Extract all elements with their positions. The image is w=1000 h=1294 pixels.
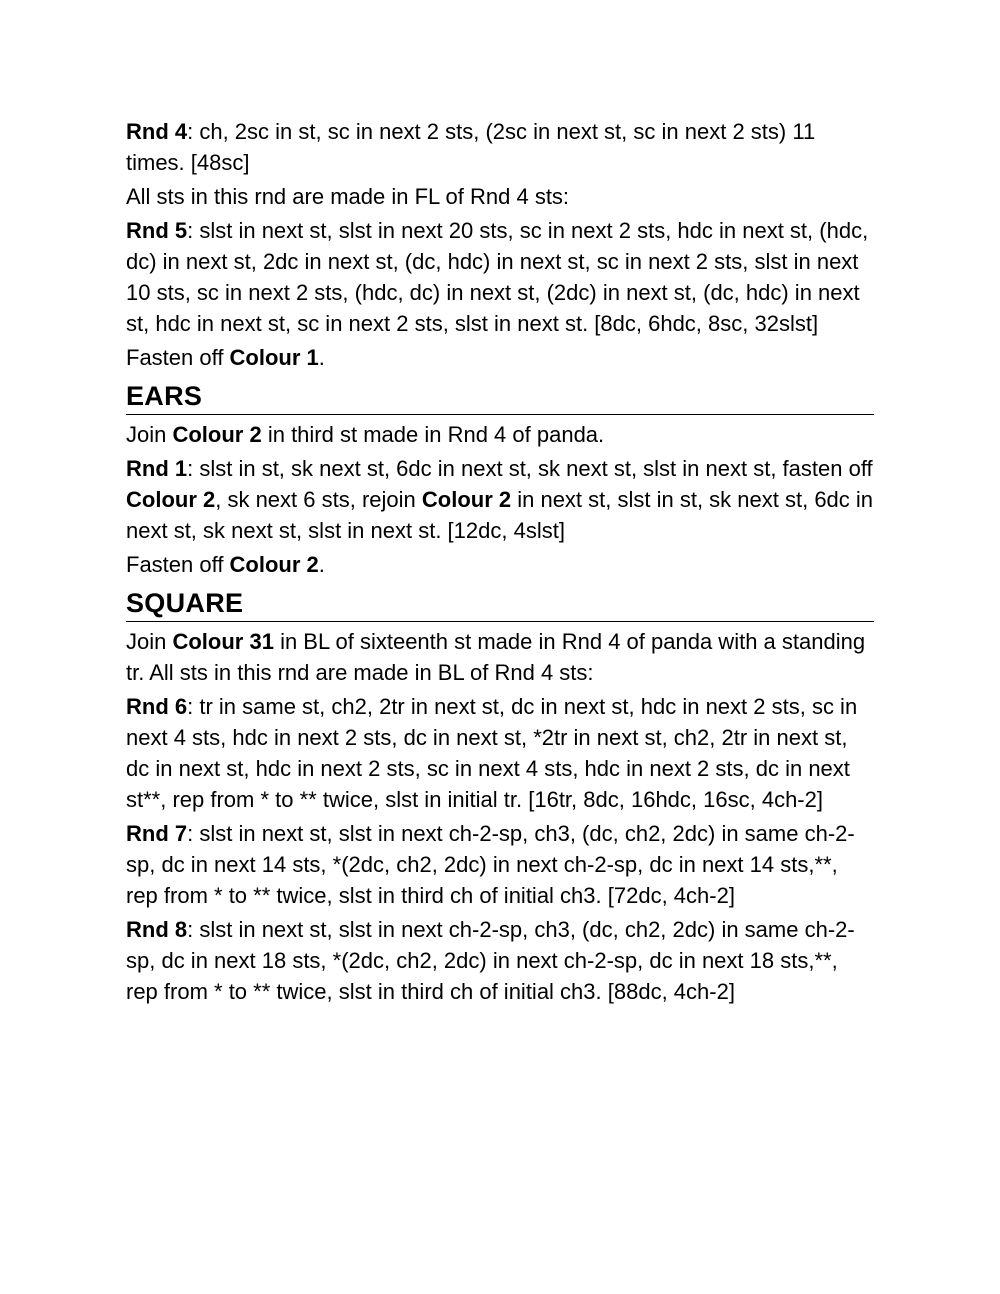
- round-text: : tr in same st, ch2, 2tr in next st, dc in next st, hdc in next 2 sts, sc in next 4 sts, hdc in next 2 sts, dc in next st, *2tr in next st, ch2, 2tr in next st, dc in next st, hdc in next 2 sts, sc in next 4 sts, hdc in next 2 sts, dc in next st**, rep from * to ** twice, slst in initial tr. [16tr, 8dc, 16hdc, 16sc, 4ch-2]: [126, 694, 858, 812]
- fasten-text-end: .: [318, 552, 325, 577]
- colour-name: Colour 2: [229, 552, 319, 577]
- round-label: Rnd 1: [126, 456, 188, 481]
- join-text-end: in third st made in Rnd 4 of panda.: [261, 422, 605, 447]
- section-heading-ears: EARS: [126, 381, 874, 415]
- colour-name: Colour 31: [172, 629, 274, 654]
- rnd8-instruction: [126, 914, 874, 1007]
- fasten-text: Fasten off: [126, 552, 230, 577]
- fasten-text: Fasten off: [126, 345, 230, 370]
- fasten-off-colour-1: [126, 342, 874, 373]
- rnd4-instruction: [126, 116, 874, 178]
- round-label: Rnd 5: [126, 218, 188, 243]
- front-loop-note: All sts in this rnd are made in FL of Rnd 4 sts:: [126, 184, 570, 209]
- ears-rnd1-instruction: [126, 453, 874, 546]
- join-text-end: in BL of sixteenth st made in Rnd 4 of panda with a standing tr. All sts in this rnd are made in BL of Rnd 4 sts:: [126, 629, 866, 685]
- pattern-page: [126, 116, 874, 1010]
- round-text: : slst in next st, slst in next 20 sts, sc in next 2 sts, hdc in next st, (hdc, dc) in next st, 2dc in next st, (dc, hdc) in next st, sc in next 2 sts, slst in next 10 sts, sc in next 2 sts, (hdc, dc) in next st, (2dc) in next st, (dc, hdc) in next st, hdc in next st, sc in next 2 sts, slst in next st. [8dc, 6hdc, 8sc, 32slst]: [126, 218, 869, 336]
- square-join-instruction: [126, 626, 874, 688]
- round-label: Rnd 4: [126, 119, 188, 144]
- round-label: Rnd 6: [126, 694, 188, 719]
- rnd5-instruction: [126, 215, 874, 339]
- round-text: : ch, 2sc in st, sc in next 2 sts, (2sc in next st, sc in next 2 sts) 11 times. [48sc]: [126, 119, 816, 175]
- join-text: Join: [126, 629, 173, 654]
- fasten-off-colour-2: [126, 549, 874, 580]
- round-text: : slst in next st, slst in next ch-2-sp, ch3, (dc, ch2, 2dc) in same ch-2-sp, dc in next 18 sts, *(2dc, ch2, 2dc) in next ch-2-sp, dc in next 18 sts,**, rep from * to ** twice, slst in third ch of initial ch3. [88dc, 4ch-2]: [126, 917, 855, 1004]
- ears-join-instruction: [126, 419, 874, 450]
- round-text: in next st, slst in st, sk next st, 6dc in next st, sk next st, slst in next st. [12dc, 4slst]: [126, 487, 874, 543]
- round-label: Rnd 7: [126, 821, 188, 846]
- round-label: Rnd 8: [126, 917, 188, 942]
- colour-name: Colour 2: [421, 487, 512, 512]
- colour-name: Colour 1: [229, 345, 319, 370]
- section-heading-square: SQUARE: [126, 588, 874, 622]
- fasten-text-end: .: [318, 345, 325, 370]
- round-text: : slst in next st, slst in next ch-2-sp, ch3, (dc, ch2, 2dc) in same ch-2-sp, dc in next 14 sts, *(2dc, ch2, 2dc) in next ch-2-sp, dc in next 14 sts,**, rep from * to ** twice, slst in third ch of initial ch3. [72dc, 4ch-2]: [126, 821, 855, 908]
- rnd7-instruction: [126, 818, 874, 911]
- rnd6-instruction: [126, 691, 874, 815]
- round-text: , sk next 6 sts, rejoin: [215, 487, 422, 512]
- round-text: : slst in st, sk next st, 6dc in next st, sk next st, slst in next st, fasten off: [187, 456, 873, 481]
- join-text: Join: [126, 422, 173, 447]
- colour-name: Colour 2: [172, 422, 262, 447]
- colour-name: Colour 2: [126, 487, 216, 512]
